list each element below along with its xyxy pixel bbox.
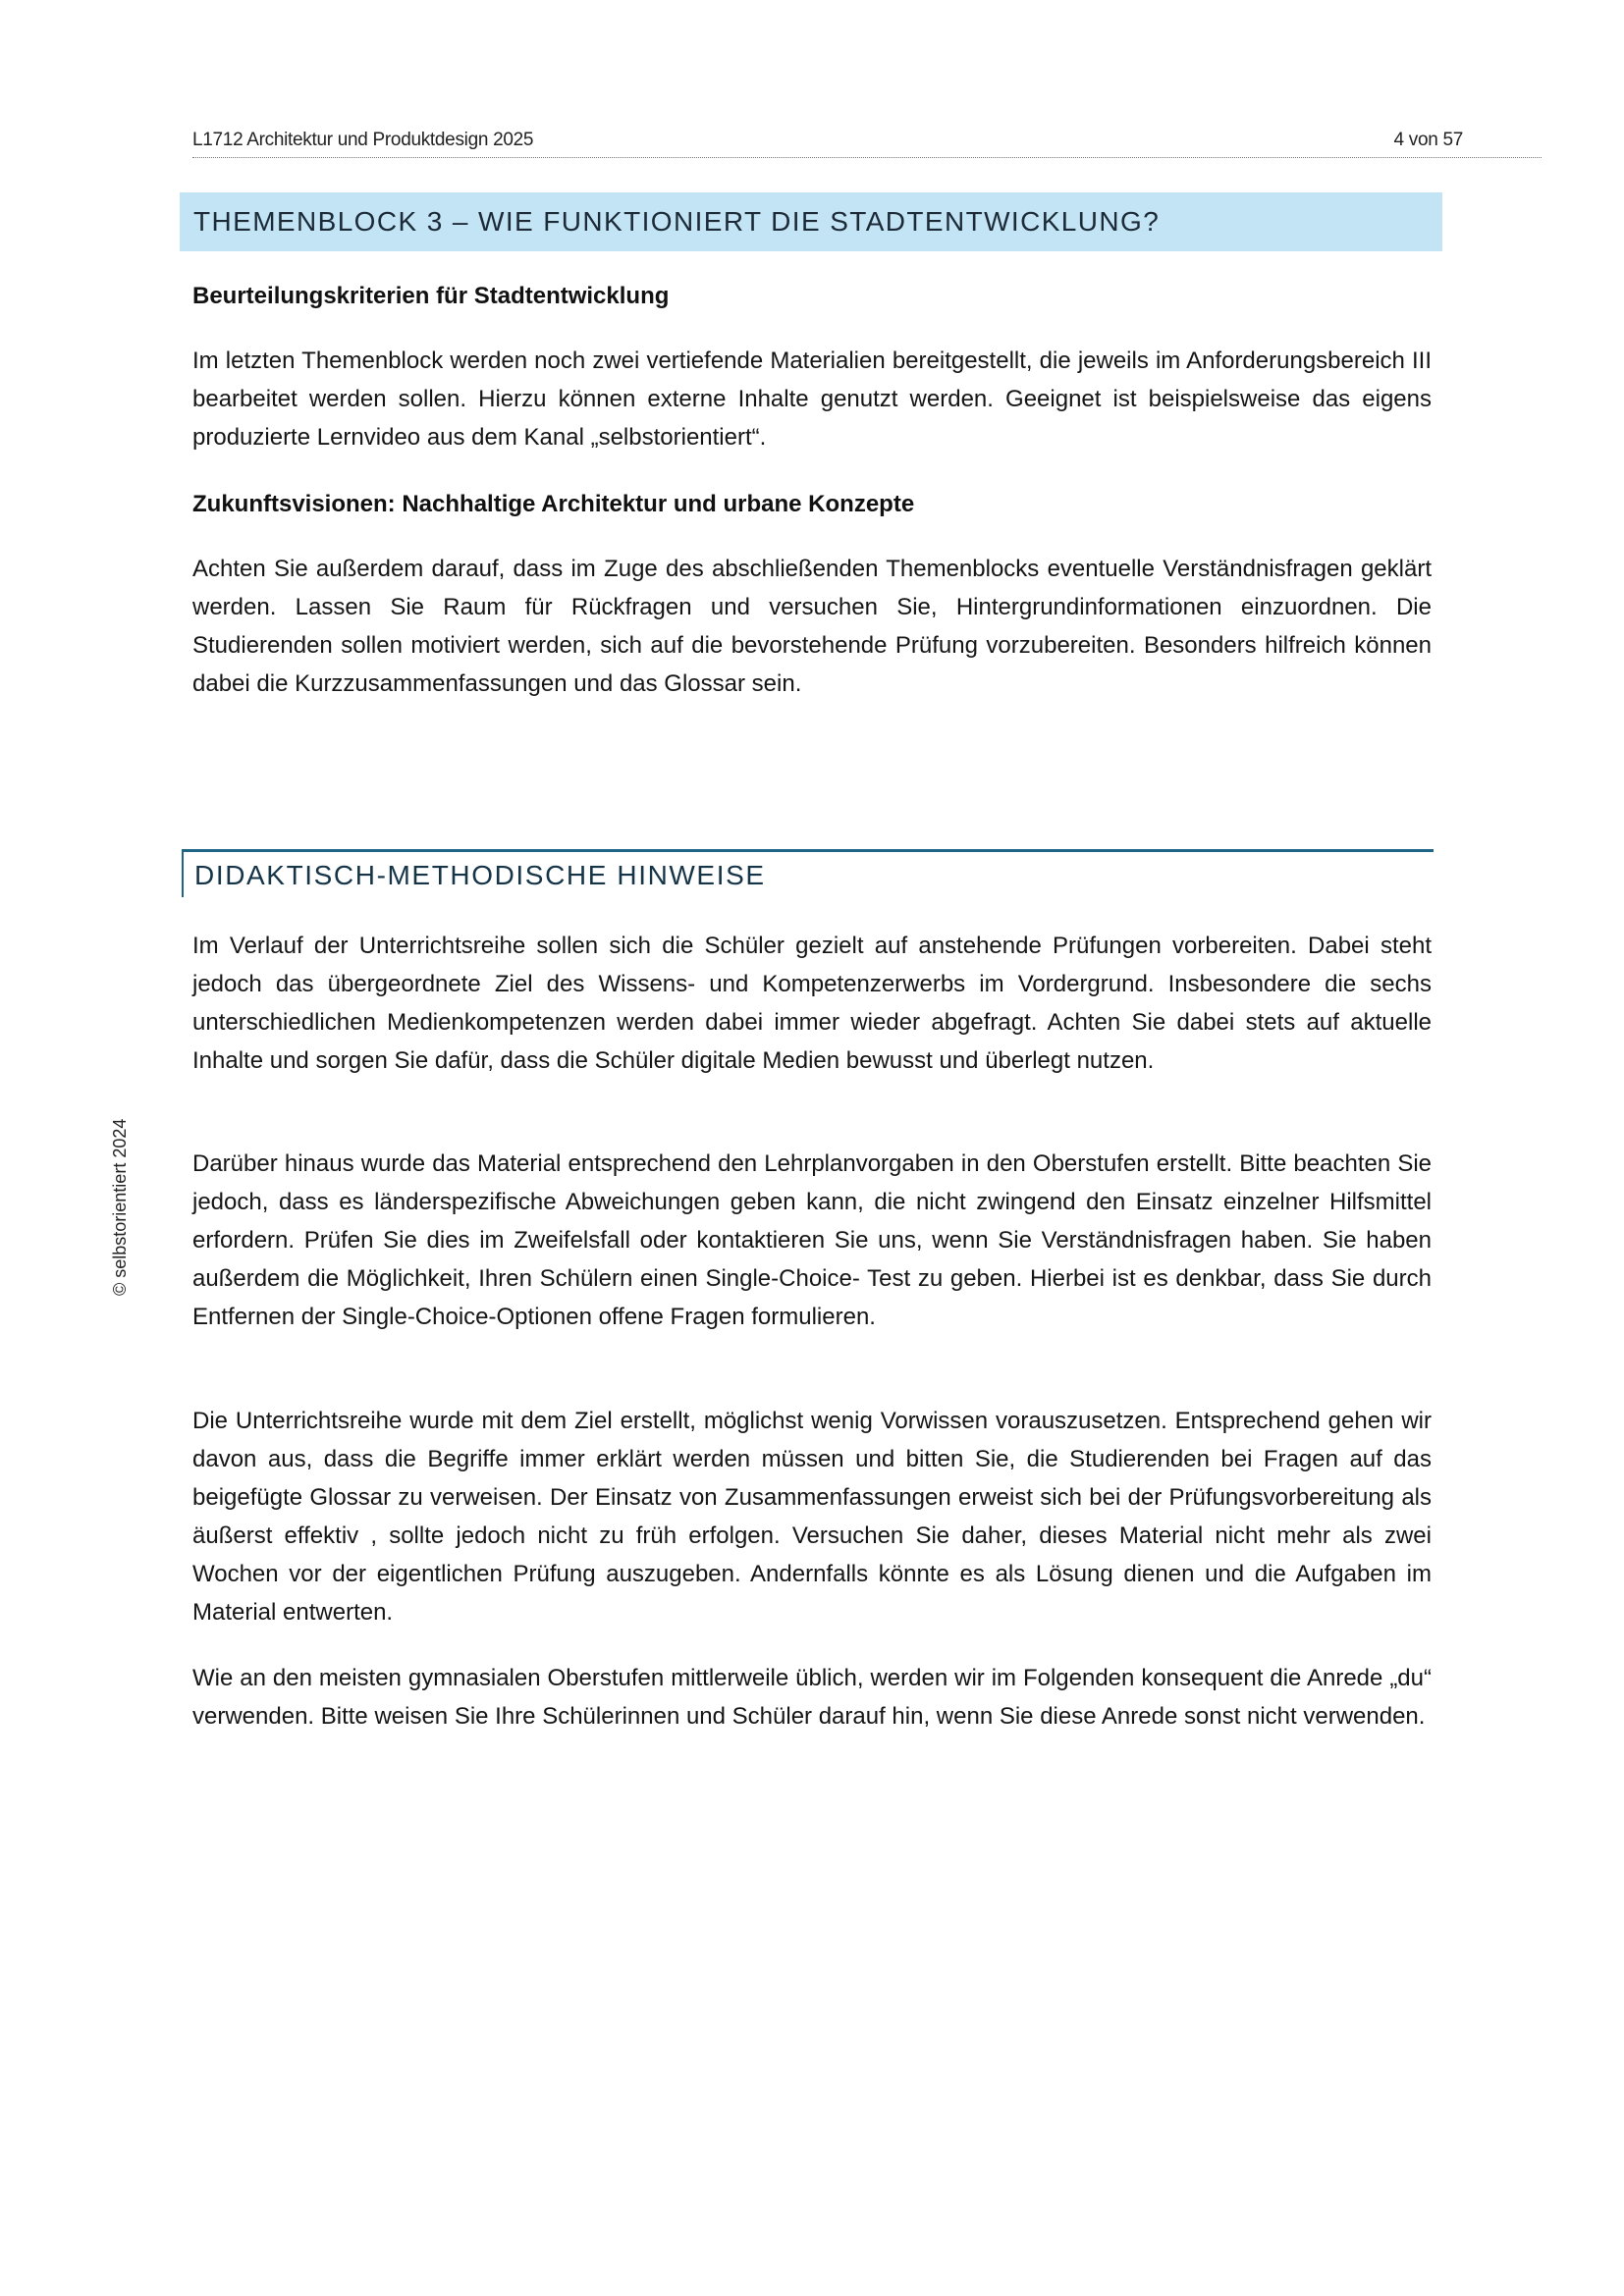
page-header — [192, 128, 1542, 158]
subheading-visions: Zukunftsvisionen: Nachhaltige Architektur und urbane Konzepte — [192, 491, 915, 517]
document-title: L1712 Architektur und Produktdesign 2025 — [192, 130, 534, 150]
theme-section-2 — [192, 485, 1432, 523]
theme-block-title: THEMENBLOCK 3 – WIE FUNKTIONIERT DIE STADTENTWICKLUNG? — [193, 206, 1161, 237]
paragraph: Im letzten Themenblock werden noch zwei vertiefende Materialien bereitgestellt, die jeweils im Anforderungsbereich III bearbeitet werden sollen. Hierzu können externe Inhalte genutzt werden. Geeignet ist beispielsweise das eigens produzierte Lernvideo aus dem Kanal „selbstorientiert“. — [192, 347, 1432, 451]
paragraph: Die Unterrichtsreihe wurde mit dem Ziel erstellt, möglichst wenig Vorwissen vorauszusetzen. Entsprechend gehen wir davon aus, dass die Begriffe immer erklärt werden müssen und bitten Sie, die Studierenden bei Fragen auf das beigefügte Glossar zu verweisen. Der Einsatz von Zusammenfassungen erweist sich bei der Prüfungsvorbereitung als äußerst effektiv , sollte jedoch nicht zu früh erfolgen. Versuchen Sie daher, dieses Material nicht mehr als zwei Wochen vor der eigentlichen Prüfung auszugeben. Andernfalls könnte es als Lösung dienen und die Aufgaben im Material entwerten. — [192, 1408, 1432, 1626]
paragraph: Achten Sie außerdem darauf, dass im Zuge des abschließenden Themenblocks eventuelle Verständnisfragen geklärt werden. Lassen Sie Raum für Rückfragen und versuchen Sie, Hintergrundinformationen einzuordnen. Die Studierenden sollen motiviert werden, sich auf die bevorstehende Prüfung vorzubereiten. Besonders hilfreich können dabei die Kurzzusammenfassungen und das Glossar sein. — [192, 556, 1432, 697]
theme-section-1-body — [192, 342, 1432, 456]
didactic-section-heading — [182, 849, 1434, 897]
theme-section-1 — [192, 277, 1432, 315]
theme-block-banner — [180, 192, 1442, 251]
didactic-paragraph-3 — [192, 1402, 1432, 1631]
didactic-paragraph-4 — [192, 1659, 1432, 1735]
paragraph: Darüber hinaus wurde das Material entsprechend den Lehrplanvorgaben in den Oberstufen erstellt. Bitte beachten Sie jedoch, dass es länderspezifische Abweichungen geben kann, die nicht zwingend den Einsatz einzelner Hilfsmittel erfordern. Prüfen Sie dies im Zweifelsfall oder kontaktieren Sie uns, wenn Sie Verständnisfragen haben. Sie haben außerdem die Möglichkeit, Ihren Schülern einen Single-Choice- Test zu geben. Hierbei ist es denkbar, dass Sie durch Entfernen der Single-Choice-Optionen offene Fragen formulieren. — [192, 1150, 1432, 1330]
paragraph: Im Verlauf der Unterrichtsreihe sollen sich die Schüler gezielt auf anstehende Prüfungen vorbereiten. Dabei steht jedoch das übergeordnete Ziel des Wissens- und Kompetenzerwerbs im Vordergrund. Insbesondere die sechs unterschiedlichen Medienkompetenzen werden dabei immer wieder abgefragt. Achten Sie dabei stets auf aktuelle Inhalte und sorgen Sie dafür, dass die Schüler digitale Medien bewusst und überlegt nutzen. — [192, 933, 1432, 1074]
page-number: 4 von 57 — [1393, 130, 1463, 150]
paragraph: Wie an den meisten gymnasialen Oberstufen mittlerweile üblich, werden wir im Folgenden konsequent die Anrede „du“ verwenden. Bitte weisen Sie Ihre Schülerinnen und Schüler darauf hin, wenn Sie diese Anrede sonst nicht verwenden. — [192, 1665, 1432, 1730]
subheading-criteria: Beurteilungskriterien für Stadtentwicklung — [192, 283, 670, 309]
didactic-heading-title: DIDAKTISCH-METHODISCHE HINWEISE — [194, 860, 766, 890]
copyright-notice: © selbstorientiert 2024 — [110, 1118, 130, 1296]
didactic-paragraph-2 — [192, 1145, 1432, 1336]
didactic-paragraph-1 — [192, 927, 1432, 1080]
theme-section-2-body — [192, 550, 1432, 703]
